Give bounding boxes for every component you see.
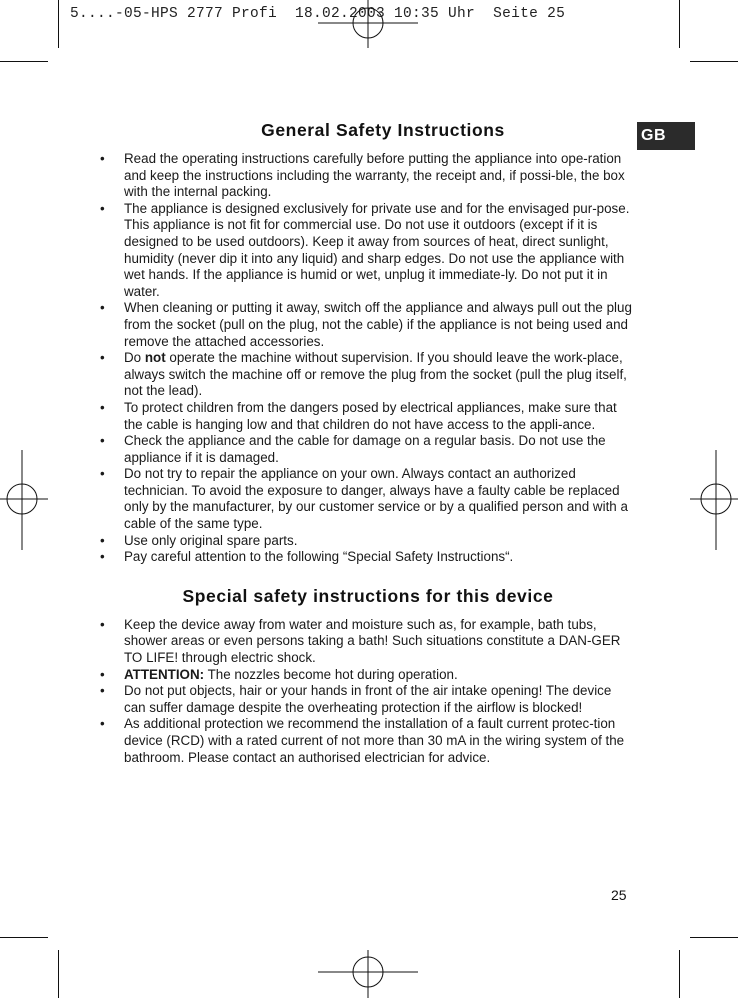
section-title-special-safety: Special safety instructions for this device [182, 585, 554, 606]
registration-mark-right [690, 450, 738, 550]
page-number: 25 [611, 887, 627, 903]
crop-mark-bottom-left-v [58, 950, 59, 998]
list-item: • Do not try to repair the appliance on your own. Always contact an authorized technician. To avoid the exposure to danger, always have a faulty cable be replaced only by the manufacturer, by our customer service or by a qualified person and with a cable of the same type. [100, 466, 636, 532]
list-item: • Pay careful attention to the following “Special Safety Instructions“. [100, 549, 636, 566]
list-item: • As additional protection we recommend the installation of a fault current protec-tion device (RCD) with a rated current of not more than 30 mA in the wiring system of the bathroom. Please contact an authorised electrician for advice. [100, 716, 636, 766]
registration-mark-left [0, 450, 48, 550]
section-title-general-safety: General Safety Instructions [261, 120, 505, 140]
list-item: • To protect children from the dangers posed by electrical appliances, make sure that the cable is hanging low and that children do not have access to the appli-ance. [100, 400, 636, 433]
print-header: 5....-05-HPS 2777 Profi 18.02.2003 10:35 Uhr Seite 25 [70, 6, 566, 22]
list-item [100, 350, 636, 400]
language-tab-gb: GB [637, 122, 695, 150]
list-item [100, 667, 636, 684]
list-item-text: The nozzles become hot during operation. [204, 666, 458, 682]
special-safety-list [100, 617, 636, 766]
list-item-text: operate the machine without supervision. If you should leave the work-place, always switch the machine off or remove the plug from the socket (pull the plug itself, not the lead). [124, 350, 627, 399]
list-item: • When cleaning or putting it away, switch off the appliance and always pull out the plug from the socket (pull on the plug, not the cable) if the appliance is not being used and remove the attached accessories. [100, 300, 636, 350]
crop-mark-top-left-h [0, 61, 48, 62]
list-item-emphasis: ATTENTION: [124, 666, 205, 682]
crop-mark-top-left-v [58, 0, 59, 48]
general-safety-list [100, 151, 636, 566]
registration-mark-bottom [318, 950, 418, 998]
list-item: • Check the appliance and the cable for damage on a regular basis. Do not use the appliance if it is damaged. [100, 433, 636, 466]
crop-mark-top-right-v [679, 0, 680, 48]
crop-mark-bottom-left-h [0, 937, 48, 938]
list-item: • Use only original spare parts. [100, 533, 636, 550]
list-item-text: Do [124, 350, 145, 366]
list-item: • Read the operating instructions carefully before putting the appliance into ope-ration and keep the instructions including the warranty, the receipt and, if possi-ble, the box with the internal packing. [100, 151, 636, 201]
registration-mark-top [318, 0, 418, 48]
list-item: • Keep the device away from water and moisture such as, for example, bath tubs, shower areas or even persons taking a bath! Such situations constitute a DAN-GER TO LIFE! through electric shock. [100, 617, 636, 667]
crop-mark-top-right-h [690, 61, 738, 62]
list-item: • Do not put objects, hair or your hands in front of the air intake opening! The device can suffer damage despite the overheating protection if the airflow is blocked! [100, 683, 636, 716]
crop-mark-bottom-right-h [690, 937, 738, 938]
crop-mark-bottom-right-v [679, 950, 680, 998]
main-content [100, 120, 636, 766]
list-item: • The appliance is designed exclusively for private use and for the envisaged pur-pose. This appliance is not fit for commercial use. Do not use it outdoors (except if it is designed to be used outdoors). Keep it away from sources of heat, direct sunlight, humidity (never dip it into any liquid) and sharp edges. Do not use the appliance with wet hands. If the appliance is humid or wet, unplug it immediate-ly. Do not put it in water. [100, 201, 636, 301]
list-item-emphasis: not [144, 350, 166, 366]
